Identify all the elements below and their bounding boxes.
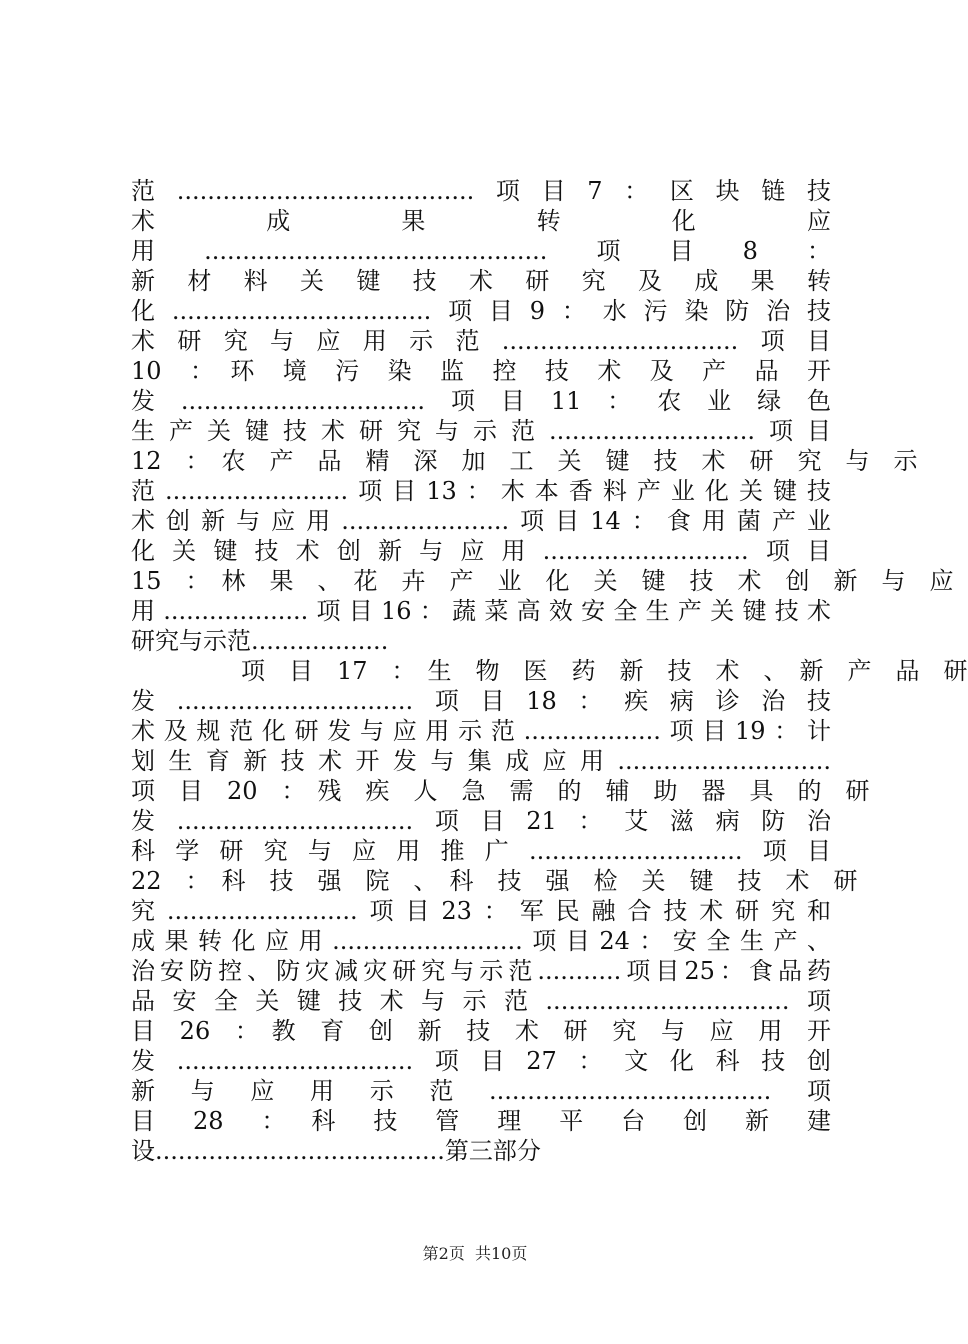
text-line: 新 材 料 关 键 技 术 研 究 及 成 果 转 xyxy=(131,267,831,295)
text-line: 用...................项目16：蔬菜高效安全生产关键技术 xyxy=(131,597,831,625)
text-line: 12 ： 农 产 品 精 深 加 工 关 键 技 术 研 究 与 示 xyxy=(131,447,918,475)
text-line: 用.............................................项目8： xyxy=(131,237,831,265)
text-line: 项 目 17 ： 生 物 医 药 新 技 术 、 新 产 品 研 xyxy=(241,657,968,685)
text-line: 究.........................项目23：军民融合技术研究和 xyxy=(131,897,831,925)
text-line: 发...............................项目27：文化科技创 xyxy=(131,1047,831,1075)
text-line: 范.......................................项目7：区块链技 xyxy=(131,177,831,205)
text-line: 治安防控、防灾减灾研究与示范...........项目25：食品药 xyxy=(131,957,831,985)
text-line: 范........................项目13：木本香料产业化关键技 xyxy=(131,477,831,505)
text-line: 生产关键技术研究与示范...........................项目 xyxy=(131,417,831,445)
text-line: 目 26 ： 教 育 创 新 技 术 研 究 与 应 用 开 xyxy=(131,1017,831,1045)
text-line: 新与应用示范.....................................项 xyxy=(131,1077,831,1105)
text-line: 术及规范化研发与应用示范..................项目19：计 xyxy=(131,717,831,745)
text-line: 成果转化应用.........................项目24：安全生产、 xyxy=(131,927,831,955)
text-line: 项 目 20 ： 残 疾 人 急 需 的 辅 助 器 具 的 研 xyxy=(131,777,870,805)
text-line: 目 28 ： 科 技 管 理 平 台 创 新 建 xyxy=(131,1107,831,1135)
text-line: 划生育新技术开发与集成应用............................ xyxy=(131,747,831,775)
text-line: 科学研究与应用推广............................项目 xyxy=(131,837,831,865)
text-line: 22 ： 科 技 强 院 、 科 技 强 检 关 键 技 术 研 xyxy=(131,867,858,895)
page-number-footer: 第2页 共10页 xyxy=(422,1244,528,1263)
text-line: 设......................................第三部分 xyxy=(131,1137,541,1165)
text-line: 研究与示范.................. xyxy=(131,627,389,655)
text-line: 化关键技术创新与应用...........................项目 xyxy=(131,537,831,565)
text-line: 品安全关键技术与示范................................项 xyxy=(131,987,831,1015)
text-line: 10 ： 环 境 污 染 监 控 技 术 及 产 品 开 xyxy=(131,357,831,385)
text-line: 发...............................项目18：疾病诊治技 xyxy=(131,687,831,715)
text-line: 发...............................项目21：艾滋病防治 xyxy=(131,807,831,835)
text-line: 发................................项目11：农业绿色 xyxy=(131,387,831,415)
text-line: 15 ： 林 果 、 花 卉 产 业 化 关 键 技 术 创 新 与 应 xyxy=(131,567,954,595)
text-line: 术创新与应用......................项目14：食用菌产业 xyxy=(131,507,831,535)
document-body xyxy=(131,176,968,1166)
text-line: 术 成 果 转 化 应 xyxy=(131,207,831,235)
text-line: 术研究与应用示范...............................项目 xyxy=(131,327,831,355)
text-line: 化..................................项目9：水污染防治技 xyxy=(131,297,831,325)
